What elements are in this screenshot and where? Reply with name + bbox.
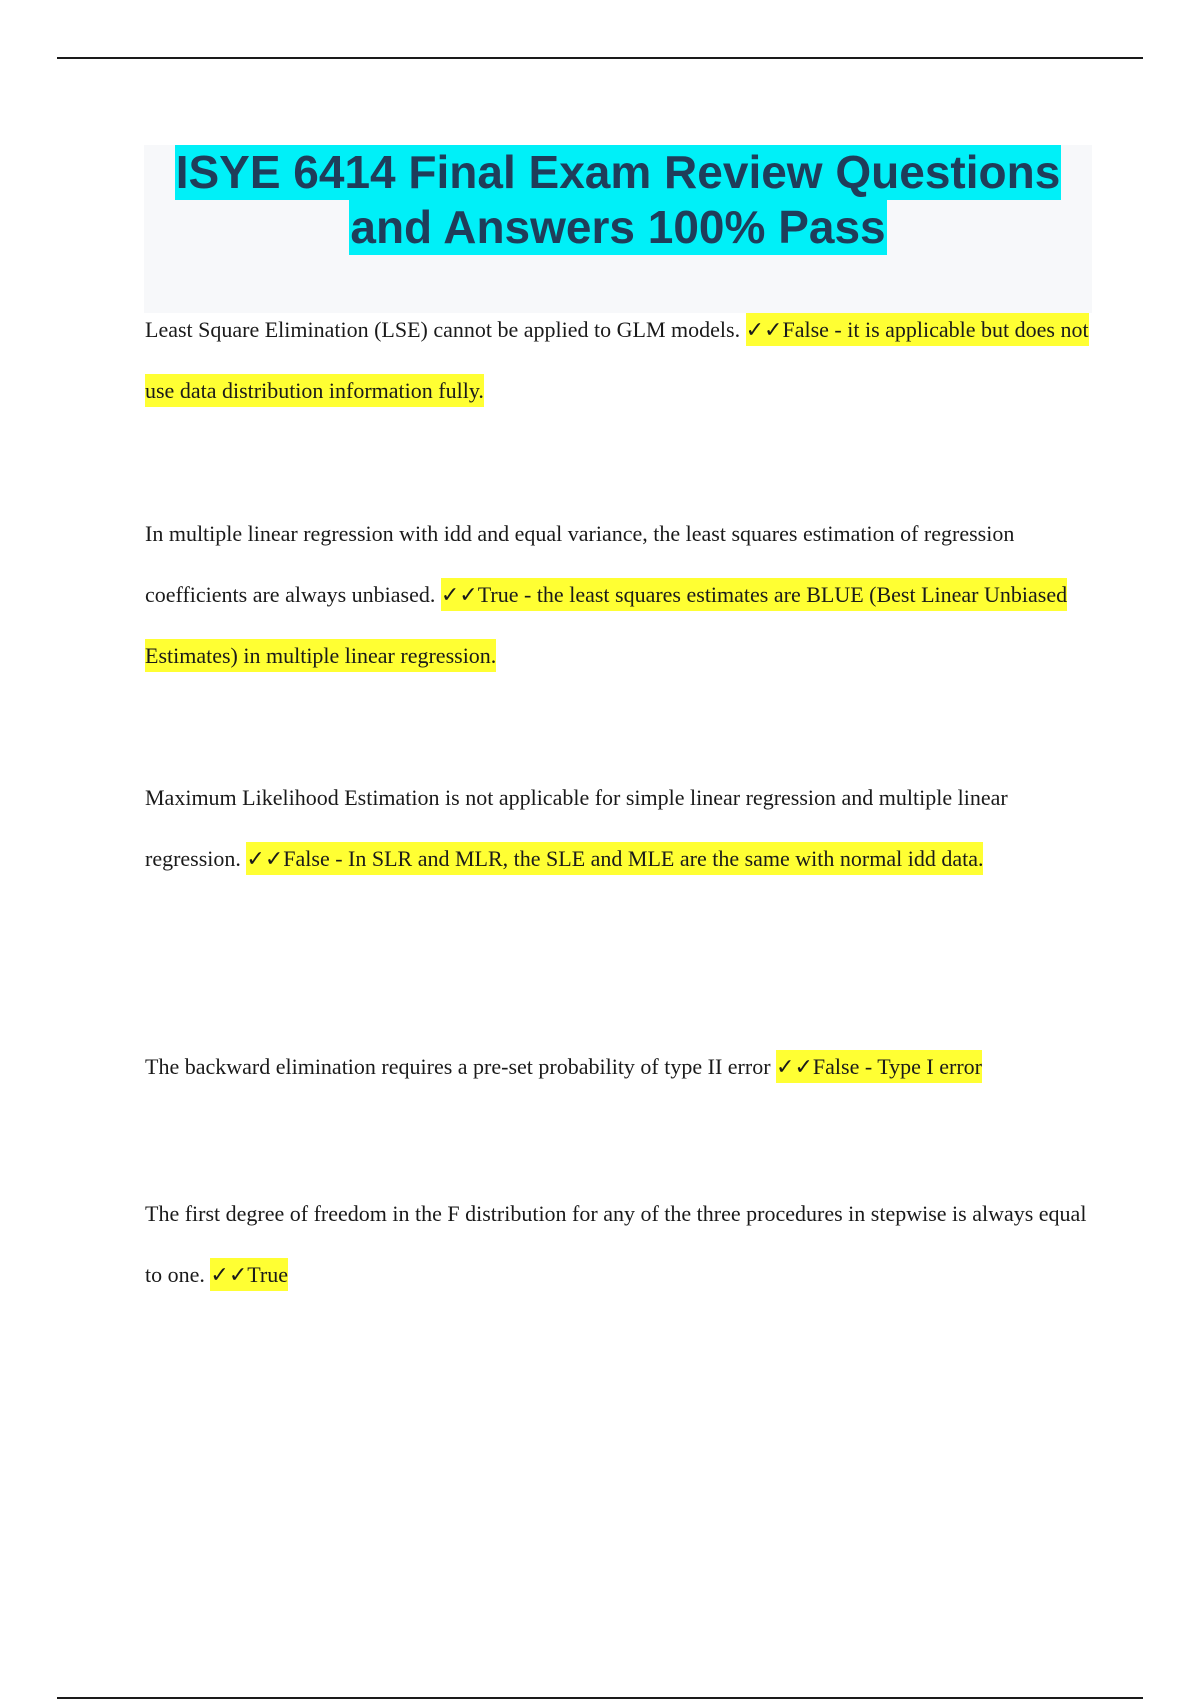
question-text: The first degree of freedom in the F distribution for any of the three procedures in stepwise is always equal to one. bbox=[145, 1201, 1087, 1287]
header-rule bbox=[57, 57, 1143, 59]
qa-item-1 bbox=[145, 299, 1090, 421]
footer-rule bbox=[57, 1697, 1143, 1699]
qa-item-4 bbox=[145, 1036, 1090, 1097]
qa-item-5 bbox=[145, 1183, 1090, 1305]
question-text: Maximum Likelihood Estimation is not applicable for simple linear regression and multiple linear regression. bbox=[145, 785, 1008, 871]
question-text: In multiple linear regression with idd and equal variance, the least squares estimation of regression coefficients are always unbiased. bbox=[145, 521, 1015, 607]
title-line-1: ISYE 6414 Final Exam Review Questions bbox=[175, 146, 1061, 198]
title-line-2: and Answers 100% Pass bbox=[350, 201, 886, 253]
answer-text: ✓✓False - Type I error bbox=[776, 1050, 982, 1083]
question-text: Least Square Elimination (LSE) cannot be applied to GLM models. bbox=[145, 317, 741, 342]
qa-item-3 bbox=[145, 767, 1090, 889]
answer-text: ✓✓False - it is applicable but does not use data distribution information fully. bbox=[145, 313, 1089, 407]
answer-text: ✓✓True bbox=[210, 1258, 288, 1291]
title-block bbox=[144, 145, 1092, 313]
answer-text: ✓✓True - the least squares estimates are BLUE (Best Linear Unbiased Estimates) in multiple linear regression. bbox=[145, 578, 1067, 672]
answer-text: ✓✓False - In SLR and MLR, the SLE and MLE are the same with normal idd data. bbox=[246, 842, 983, 875]
question-text: The backward elimination requires a pre-set probability of type II error bbox=[145, 1054, 771, 1079]
qa-item-2 bbox=[145, 503, 1090, 686]
